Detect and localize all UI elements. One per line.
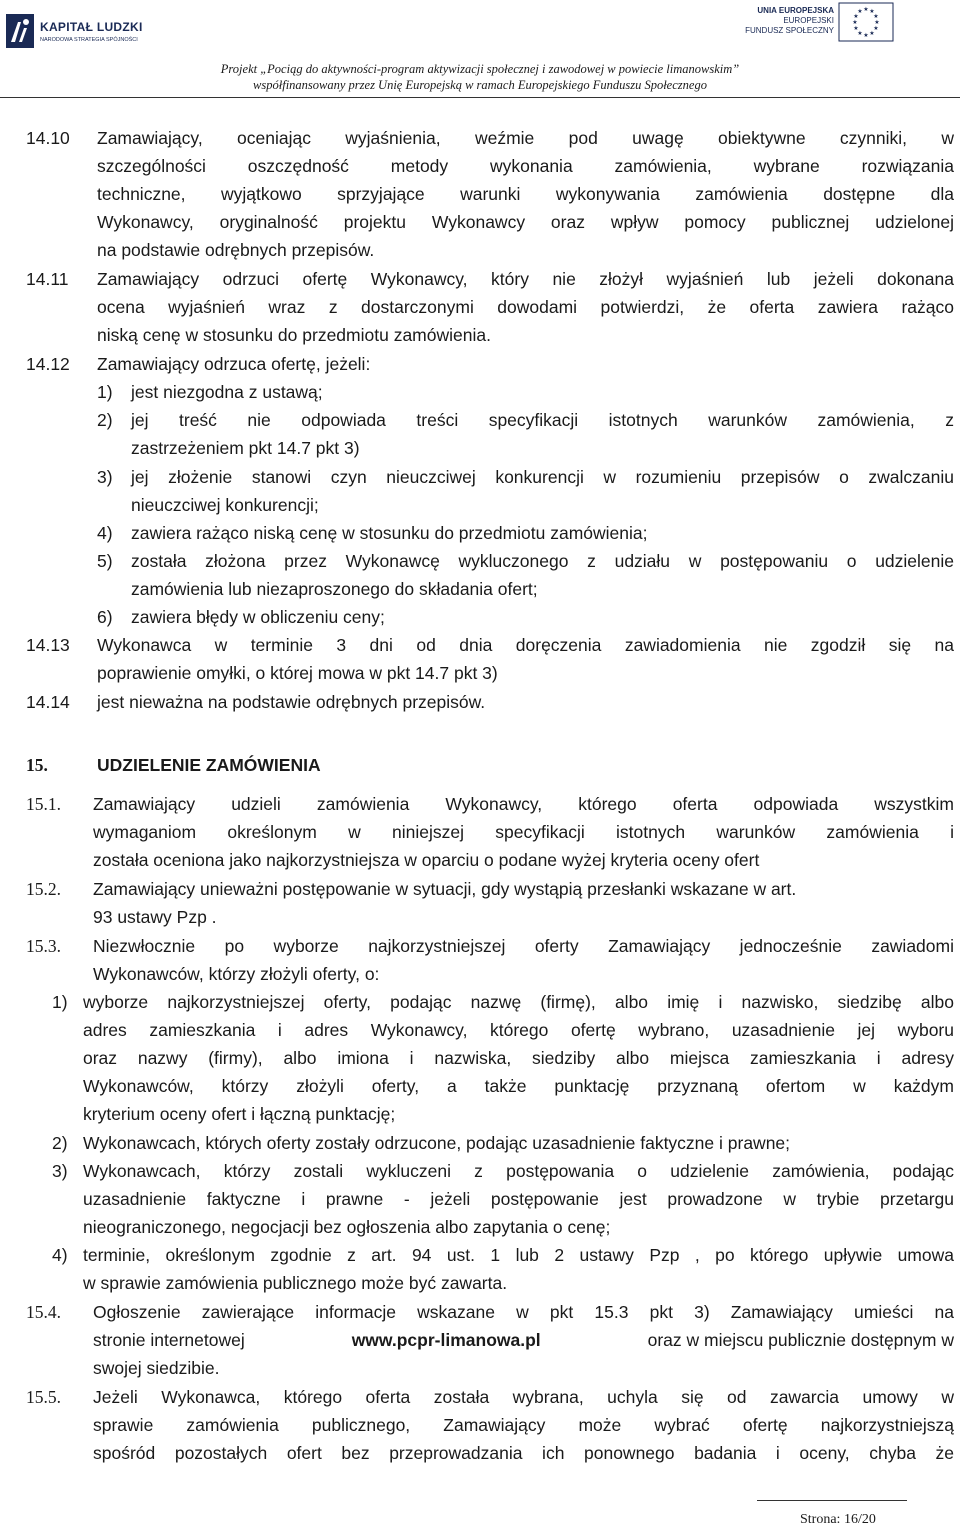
eu-logo-line3: FUNDUSZ SPOŁECZNY xyxy=(745,26,834,35)
paragraph-line xyxy=(93,1329,954,1351)
eu-logo-line1: UNIA EUROPEJSKA xyxy=(757,6,834,15)
section-number: 14.12 xyxy=(26,354,70,374)
svg-text:★: ★ xyxy=(853,25,859,32)
list-item-text: zamówienia lub niezaproszonego do składania ofert; xyxy=(131,579,538,599)
paragraph-line: Jeżeli Wykonawca, którego oferta została wybrana, uchyla się od zawarcia umowy w xyxy=(93,1387,954,1407)
list-item-text: nieuczciwej konkurencji; xyxy=(131,495,319,515)
list-item-text: Wykonawcach, których oferty zostały odrzucone, podając uzasadnienie faktyczne i prawne; xyxy=(83,1133,791,1153)
paragraph-line: jest nieważna na podstawie odrębnych przepisów. xyxy=(97,692,486,712)
paragraph-line: 93 ustawy Pzp . xyxy=(93,907,217,927)
svg-text:★: ★ xyxy=(873,25,879,32)
section-number: 15.3. xyxy=(26,936,61,956)
list-item-text: zawiera błędy w obliczeniu ceny; xyxy=(131,607,385,627)
section-number: 14.11 xyxy=(26,269,69,289)
svg-text:★: ★ xyxy=(852,19,858,26)
svg-text:★: ★ xyxy=(874,19,880,26)
svg-text:★: ★ xyxy=(857,8,863,15)
list-item-number: 3) xyxy=(97,467,113,487)
paragraph-line: szczególności oszczędność metody wykonania zamówienia, wybrane rozwiązania xyxy=(97,156,954,176)
list-item-number: 2) xyxy=(97,410,113,430)
svg-text:★: ★ xyxy=(857,30,863,37)
project-funding-line: współfinansowany przez Unię Europejską w ramach Europejskiego Funduszu Społecznego xyxy=(253,78,707,92)
svg-text:★: ★ xyxy=(853,13,859,20)
paragraph-line: Niezwłocznie po wyborze najkorzystniejszej oferty Zamawiający jednocześnie zawiadomi xyxy=(93,936,954,956)
list-item-text: jej złożenie stanowi czyn nieuczciwej konkurencji w rozumieniu przepisów o zwalczaniu xyxy=(131,467,954,487)
paragraph-line: Zamawiający odrzuci ofertę Wykonawcy, który nie złożył wyjaśnień lub jeżeli dokonana xyxy=(97,269,954,289)
list-item-text: Wykonawcach, którzy zostali wykluczeni z postępowania o udzielenie zamówienia, podając xyxy=(83,1161,954,1181)
section-number: 15.1. xyxy=(26,794,61,814)
list-item-number: 1) xyxy=(97,382,113,402)
section-number: 14.13 xyxy=(26,635,70,655)
section-number: 15.4. xyxy=(26,1302,61,1322)
paragraph-line: Wykonawca w terminie 3 dni od dnia doręczenia zawiadomienia nie zgodził się na xyxy=(97,635,954,655)
list-item-text: Wykonawców, którzy złożyli oferty, a także punktację przyznaną ofertom w każdym xyxy=(83,1076,954,1096)
svg-text:★: ★ xyxy=(873,13,879,20)
website-link[interactable]: www.pcpr-limanowa.pl xyxy=(351,1330,541,1350)
paragraph-line: została oceniona jako najkorzystniejsza w oparciu o podane wyżej kryteria oceny ofert xyxy=(93,850,760,870)
page-header xyxy=(0,0,960,100)
eu-flag-icon xyxy=(838,2,894,42)
section-number: 14.14 xyxy=(26,692,70,712)
paragraph-line: wymaganiom określonym w niniejszej specyfikacji istotnych warunków zamówienia i xyxy=(93,822,954,842)
eu-logo xyxy=(738,0,958,46)
paragraph-line: niską cenę w stosunku do przedmiotu zamówienia. xyxy=(97,325,491,345)
paragraph-line: Zamawiający odrzuca ofertę, jeżeli: xyxy=(97,354,371,374)
footer-divider xyxy=(757,1500,907,1501)
section-number: 15.2. xyxy=(26,879,61,899)
logo-left-title: KAPITAŁ LUDZKI xyxy=(40,20,143,34)
paragraph-line: Wykonawców, którzy złożyli oferty, o: xyxy=(93,964,380,984)
list-item-text: kryterium oceny ofert i łączną punktację; xyxy=(83,1104,396,1124)
paragraph-line: na podstawie odrębnych przepisów. xyxy=(97,240,375,260)
eu-logo-text xyxy=(738,6,834,36)
paragraph-line: ocena wyjaśnień wraz z dostarczonymi dowodami potwierdzi, że oferta zawiera rażąco xyxy=(97,297,954,317)
list-item-text: jest niezgodna z ustawą; xyxy=(131,382,323,402)
paragraph-line: Zamawiający unieważni postępowanie w sytuacji, gdy wystąpią przesłanki wskazane w art. xyxy=(93,879,797,899)
kapital-ludzki-mark-icon xyxy=(6,14,34,48)
paragraph-text: oraz w miejscu publicznie dostępnym w xyxy=(647,1330,954,1350)
svg-text:★: ★ xyxy=(869,8,875,15)
list-item-text: została złożona przez Wykonawcę wykluczonego z udziału w postępowaniu o udzielenie xyxy=(131,551,954,571)
list-item-text: oraz nazwy (firmy), albo imiona i nazwiska, siedziby albo miejsca zamieszkania i adresy xyxy=(83,1048,954,1068)
list-item-text: zastrzeżeniem pkt 14.7 pkt 3) xyxy=(131,438,360,458)
list-item-number: 4) xyxy=(97,523,113,543)
paragraph-line: spośród pozostałych ofert bez przeprowadzania ich ponownego badania i oceny, chyba że xyxy=(93,1443,954,1463)
project-title-line: Projekt „Pociąg do aktywności-program aktywizacji społecznej i zawodowej w powiecie limanowskim” xyxy=(220,62,740,76)
list-item-text: wyborze najkorzystniejszej oferty, podając nazwę (firmę), albo imię i nazwisko, siedzibę albo xyxy=(83,992,954,1012)
logo-left-subtitle: NARODOWA STRATEGIA SPÓJNOŚCI xyxy=(40,37,138,43)
paragraph-line: swojej siedzibie. xyxy=(93,1358,220,1378)
list-item-number: 1) xyxy=(52,992,68,1012)
header-divider xyxy=(0,97,960,98)
svg-text:★: ★ xyxy=(863,6,869,13)
list-item-number: 5) xyxy=(97,551,113,571)
list-item-number: 2) xyxy=(52,1133,68,1153)
paragraph-line: techniczne, wyjątkowo sprzyjające warunki wykonywania zamówienia dostępne dla xyxy=(97,184,954,204)
eu-logo-line2: EUROPEJSKI xyxy=(783,16,834,25)
list-item-number: 6) xyxy=(97,607,113,627)
paragraph-line: Zamawiający udzieli zamówienia Wykonawcy, którego oferta odpowiada wszystkim xyxy=(93,794,954,814)
page-number: Strona: 16/20 xyxy=(800,1512,876,1527)
svg-text:★: ★ xyxy=(869,30,875,37)
kapital-ludzki-logo xyxy=(6,4,156,50)
paragraph-text: stronie internetowej xyxy=(93,1330,245,1350)
list-item-text: adres zamieszkania i adres Wykonawcy, którego ofertę wybrano, uzasadnienie jej wyboru xyxy=(83,1020,954,1040)
list-item-text: uzasadnienie faktyczne i prawne - jeżeli postępowanie jest prowadzone w trybie przetargu xyxy=(83,1189,954,1209)
list-item-text: jej treść nie odpowiada treści specyfikacji istotnych warunków zamówienia, z xyxy=(131,410,954,430)
paragraph-line: Zamawiający, oceniając wyjaśnienia, weźmie pod uwagę obiektywne czynniki, w xyxy=(97,128,954,148)
list-item-text: nieograniczonego, negocjacji bez ogłoszenia albo zapytania o cenę; xyxy=(83,1217,611,1237)
list-item-text: w sprawie zamówienia publicznego może być zawarta. xyxy=(83,1273,508,1293)
list-item-number: 4) xyxy=(52,1245,68,1265)
section-number: 14.10 xyxy=(26,128,70,148)
section-heading-number: 15. xyxy=(26,755,48,775)
paragraph-line: sprawie zamówienia publicznego, Zamawiający może wybrać ofertę najkorzystniejszą xyxy=(93,1415,954,1435)
section-number: 15.5. xyxy=(26,1387,61,1407)
svg-text:★: ★ xyxy=(863,32,869,39)
list-item-number: 3) xyxy=(52,1161,68,1181)
paragraph-line: Wykonawcy, oryginalność projektu Wykonawcy oraz wpływ pomocy publicznej udzielonej xyxy=(97,212,954,232)
paragraph-line: Ogłoszenie zawierające informacje wskazane w pkt 15.3 pkt 3) Zamawiający umieści na xyxy=(93,1302,954,1322)
list-item-text: terminie, określonym zgodnie z art. 94 ust. 1 lub 2 ustawy Pzp , po którego upływie umowa xyxy=(83,1245,954,1265)
paragraph-line: poprawienie omyłki, o której mowa w pkt 14.7 pkt 3) xyxy=(97,663,498,683)
section-heading: UDZIELENIE ZAMÓWIENIA xyxy=(97,755,321,775)
list-item-text: zawiera rażąco niską cenę w stosunku do przedmiotu zamówienia; xyxy=(131,523,648,543)
